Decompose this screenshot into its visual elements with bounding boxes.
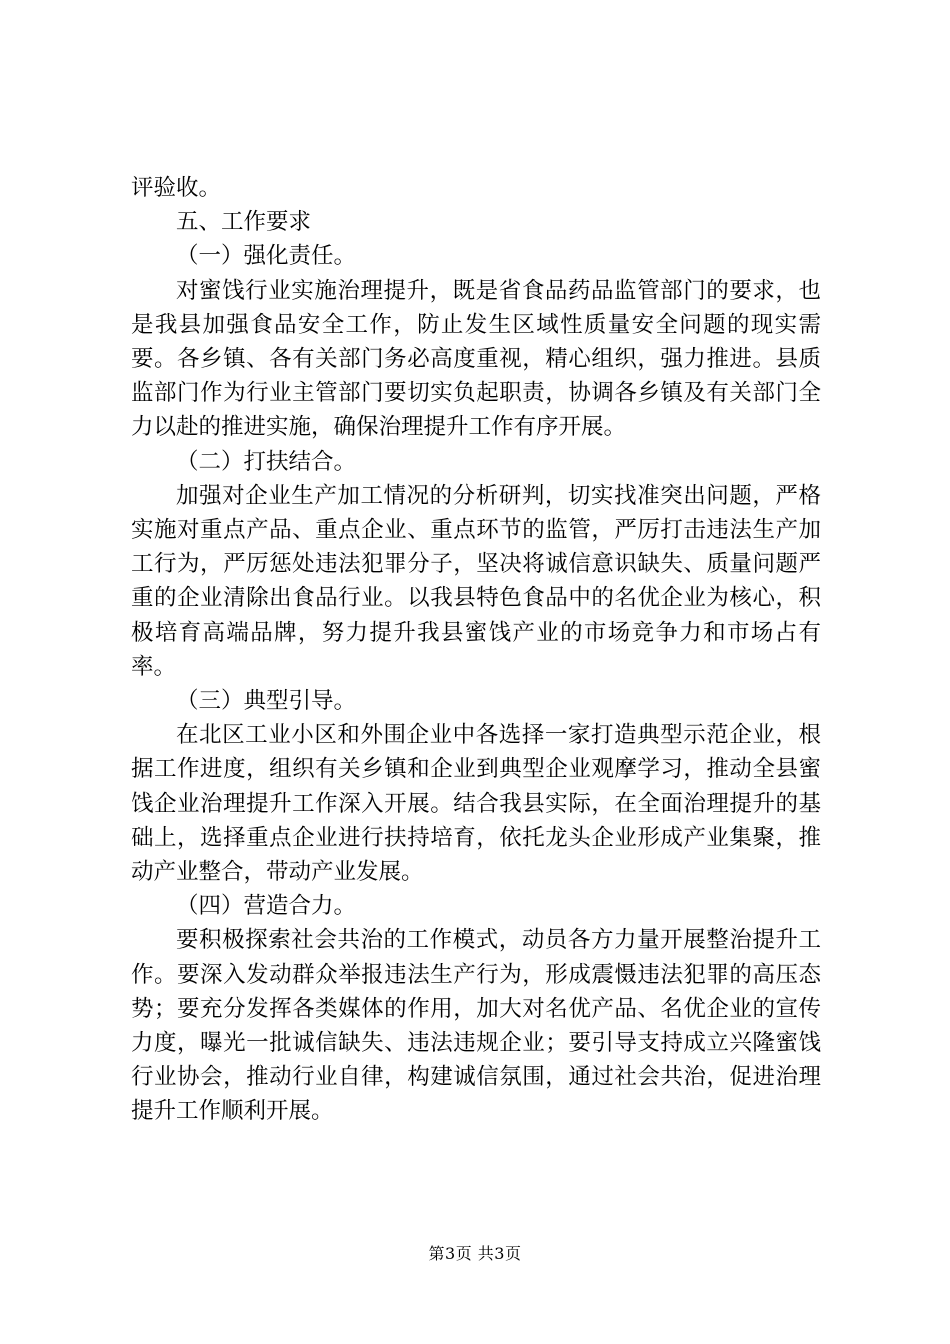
paragraph-synergy: 要积极探索社会共治的工作模式，动员各方力量开展整治提升工作。要深入发动群众举报违法生产行为，形成震慑违法犯罪的高压态势；要充分发挥各类媒体的作用，加大对名优产品、名优企业的宣传力度，曝光一批诚信缺失、违法违规企业；要引导支持成立兴隆蜜饯行业协会，推动行业自律，构建诚信氛围，通过社会共治，促进治理提升工作顺利开展。 [131, 927, 821, 1125]
paragraph-typical-guidance: 在北区工业小区和外围企业中各选择一家打造典型示范企业，根据工作进度，组织有关乡镇和企业到典型企业观摩学习，推动全县蜜饯企业治理提升工作深入开展。结合我县实际，在全面治理提升的基础上，选择重点企业进行扶持培育，依托龙头企业形成产业集聚，推动产业整合，带动产业发展。 [131, 722, 821, 886]
page-number: 第3页 共3页 [428, 1244, 522, 1263]
paragraph-continuation: 评验收。 [131, 175, 222, 201]
subheading-typical-guidance: （三）典型引导。 [176, 688, 357, 715]
subheading-strengthen-responsibility: （一）强化责任。 [176, 243, 357, 270]
paragraph-responsibility: 对蜜饯行业实施治理提升，既是省食品药品监管部门的要求，也是我县加强食品安全工作，防止发生区域性质量安全问题的现实需要。各乡镇、各有关部门务必高度重视，精心组织，强力推进。县质监部门作为行业主管部门要切实负起职责，协调各乡镇及有关部门全力以赴的推进实施，确保治理提升工作有序开展。 [131, 277, 821, 441]
subheading-combine-crackdown-support: （二）打扶结合。 [176, 448, 357, 475]
section-heading-work-requirements: 五、工作要求 [176, 209, 312, 236]
paragraph-crackdown-support: 加强对企业生产加工情况的分析研判，切实找准突出问题，严格实施对重点产品、重点企业、重点环节的监管，严厉打击违法生产加工行为，严厉惩处违法犯罪分子，坚决将诚信意识缺失、质量问题严重的企业清除出食品行业。以我县特色食品中的名优企业为核心，积极培育高端品牌，努力提升我县蜜饯产业的市场竞争力和市场占有率。 [131, 482, 821, 680]
subheading-build-synergy: （四）营造合力。 [176, 893, 357, 920]
page-footer [0, 1243, 950, 1265]
document-body [131, 171, 821, 1129]
